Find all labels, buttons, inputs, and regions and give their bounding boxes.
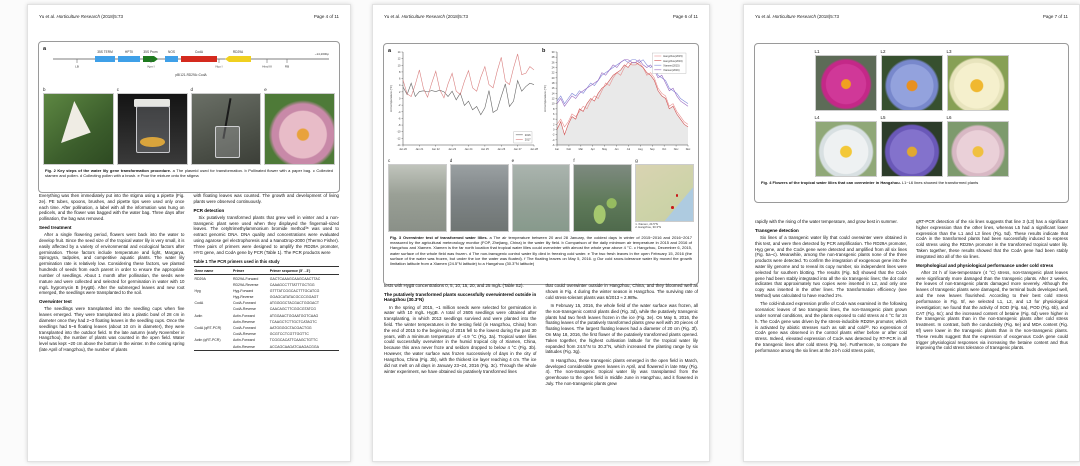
panel-letter: e [264, 87, 267, 92]
svg-text:Sep: Sep [649, 148, 655, 151]
table-cell: Hyg-Forward [233, 288, 254, 293]
table-column-header: Primer sequence (5'→3') [269, 267, 339, 275]
map-china-locations [635, 164, 694, 222]
svg-text:35S TERM: 35S TERM [97, 50, 113, 54]
figure-4-box [754, 43, 1069, 203]
right-column [546, 283, 699, 389]
table-cell: Hyg-Reverse [233, 295, 254, 300]
body-paragraph: In the spring of 2015, ~1 million seeds were selected for germination in water with 10 mg/L HygB. A total of 2605 seedlings were obtained after transplanting, in which 2013 seedlings survived and were planted into the field. The winter temperatures in the testing field (in Hangzhou, China) from the end of 2015 to the beginning of 2016 fell to the lowest during the past 30 years, with a minimum temperature of -4.9 °C (Fig. 3a). Tropical water lilies could successfully overwinter in the humid tropical city of Xiamen, China, because this area never froze and seldom dropped to below 4 °C (Fig. 3b). However, the water surface was frozen successively of days in the city of Hangzhou, China (Fig. 3b), with the thickest ice layer reaching 4 cm. The ice did not melt on all days in January 23~24, 2016 (Fig. 3c). Through the whole winter experiment, we have obtained six putatively transformed lines [384, 304, 537, 374]
section-heading-morphological-physiological: Morphological and physiological performance under cold stress [916, 262, 1054, 268]
svg-text:Nov: Nov [673, 148, 679, 151]
figure-3-caption [390, 235, 692, 266]
panel-letter: b [43, 87, 46, 92]
table-cell: CAACAGCTTCGGCGTATCG [269, 307, 316, 312]
svg-text:Hangzhou(2016): Hangzhou(2016) [663, 59, 683, 63]
section-heading-pcr-detection: PCR detection [193, 207, 225, 213]
panel-letter: L6 [946, 115, 952, 120]
table-cell: CodA-Reverse [233, 332, 256, 337]
left-column [39, 193, 185, 355]
body-paragraph: qRT-PCR detection of the six lines suggests that line 3 (L3) has a significant higher expression than the other lines, whereas L5 had a significant lower expression than the L1 and L3 lines (Fig. 5d). These results indicate that CodA in the transformed plants had been successfully induced to express cold stress using the RD29A promoter in the transformed tropical water lily. Taken together, these results showed that the CodA gene had been stably integrated into all of the six lines. [916, 219, 1068, 259]
svg-text:-8: -8 [398, 124, 401, 128]
svg-text:-2: -2 [398, 104, 401, 108]
figure-panel-L5 [881, 115, 943, 177]
caption-label: Fig. 3 Overwinter test of transformed water lilies. [390, 235, 488, 240]
chart-annual-min-air-temperature [542, 48, 692, 156]
photo-dead-control-plants [450, 164, 509, 232]
table-cell: CodA-Reverse [233, 307, 256, 312]
panel-letter: d [449, 158, 453, 163]
primer-table [194, 266, 340, 350]
figure-panel-L4 [815, 115, 877, 177]
page-7 [743, 4, 1080, 462]
svg-text:26: 26 [551, 61, 555, 65]
body-paragraph: Everything was then immediately put into the stigma using a pipette (Fig. 2e). PE tubes, spoons, brushes, and pipette tips were used only once each time. After pollination, a label with all the information was hung on pedicels, and the flower was bagged with the water bag. Three days after pollination, the bag was removed. [39, 193, 185, 222]
page-6 [372, 4, 710, 462]
table-cell: Actin-Forward [233, 313, 255, 318]
chart-svg [542, 48, 692, 156]
svg-text:Apr: Apr [590, 148, 595, 151]
figure-2-box [38, 41, 340, 193]
table-cell: GTTTATCGGCACTTTGCATCG [269, 288, 320, 293]
header-page-number: Page 6 of 11 [672, 14, 698, 19]
svg-text:0: 0 [553, 128, 555, 132]
svg-text:Jul: Jul [626, 148, 631, 151]
svg-text:2016: 2016 [524, 134, 531, 137]
figure-panel-f [573, 158, 632, 232]
journal-name: Horticulture Research [401, 14, 446, 19]
table-cell: CodA-Forward [233, 326, 256, 331]
header-page-number: Page 7 of 11 [1042, 14, 1068, 19]
table-column-header: Primer [232, 267, 269, 275]
svg-text:Jan: Jan [554, 148, 560, 151]
svg-text:-10: -10 [396, 130, 401, 134]
caption-label: Fig. 2 Key steps of the water lily gene transformation procedure. [45, 168, 172, 173]
left-column [755, 219, 907, 356]
table-1 [194, 259, 340, 350]
photo-flower-L4-white [815, 121, 877, 177]
figure-4-caption [761, 180, 1062, 185]
svg-text:Jan 24: Jan 24 [464, 148, 473, 151]
page-7-body [755, 219, 1068, 356]
svg-text:0: 0 [399, 97, 401, 101]
svg-text:20: 20 [551, 76, 555, 80]
body-paragraph: In February 15, 2016, the whole field of the water surface was frozen, all the non-transgenic control plants died (Fig. 3d), while the putatively transgenic plants had two fresh leaves frozen in the ice (Fig. 3e). On May 5, 2016, the floating leaves of the putatively transformed plants grew well with 20 pieces of floating leaves. The largest floating leaves had a diameter of 20 cm (Fig. 3f). On May 18, 2016, the first flower of the putatively transformed plants opened. Taken together, the highest cultivation latitude for the tropical water lily expanded from 24.5°N to 30.3°N, which increased the planting range by six latitudes (Fig. 3g). [545, 302, 698, 355]
photo-collected-stamen-pollen-jar [117, 93, 188, 165]
table-row [194, 275, 340, 282]
panel-letter: d [190, 87, 194, 92]
journal-name: Horticulture Research [772, 14, 817, 19]
table-cell: CodA (qRT-PCR) [194, 326, 222, 331]
right-column [916, 219, 1068, 356]
svg-text:Dec: Dec [685, 148, 691, 151]
page-4-body [39, 193, 339, 355]
figure-panel-b [43, 87, 114, 165]
page-header [39, 14, 339, 19]
svg-text:Oct: Oct [662, 148, 667, 151]
panel-letter: c [116, 87, 119, 92]
svg-text:-4: -4 [552, 138, 555, 142]
svg-text:RB: RB [284, 64, 290, 69]
table-cell: AATGGGGCTACGACTGG [269, 326, 312, 331]
chart-svg [388, 48, 538, 156]
table-cell: ATGGAACTGGAATGGTCAAG [269, 313, 319, 318]
jarsmall-shape [215, 126, 240, 157]
figure-panel-e [512, 158, 571, 232]
svg-text:2: 2 [553, 123, 555, 127]
page-4 [27, 4, 351, 462]
svg-text:-4: -4 [398, 110, 401, 114]
table-cell: TCGGCACATTCAAGCTGTTC [269, 338, 318, 343]
table-cell: RD29A-Reverse [233, 282, 259, 287]
svg-text:Jan 27: Jan 27 [513, 148, 522, 151]
body-paragraph: Six lines of a transgenic water lily that could overwinter were obtained in this test, and were then detected by PCR amplification. The RD29A promoter, Hyg gene, and the CodA gene were detected and amplified from all six lines (Fig. 5a~c). Meanwhile, among the non-transgenic plants none of the three products were detected. To confirm the integration of exogenous gene into the water lily genome and to reveal its copy number, six independent lines were selected for southern blotting. The results (Fig. 5d) showed that the CodA gene had been stably integrated into all the six transgenic lines; the dot color indicates that approximately two copies were inserted in L2, and only one copy was inserted in the other lines. The transformation efficiency (see Method) was calculated to have reached 1%. [755, 234, 907, 299]
svg-text:8: 8 [399, 70, 401, 74]
photo-floating-leaves [573, 164, 632, 232]
svg-text:pBI121-RD29A::CodA: pBI121-RD29A::CodA [175, 73, 207, 77]
table-cell: TCAAGCTCTTGCTCATAGTC [269, 319, 317, 324]
photo-pollen-on-stigma-flower [264, 93, 335, 165]
table-cell: GCGTCCTCGTTGGTTC [269, 332, 309, 337]
body-paragraph: In Hangzhou, these transgenic plants emerged in the open field in March, developed considerable green leaves in April, and flowered in late May (Fig. 4). The non-transgenic tropical water lily was transplanted from the greenhouse to the open field in middle June in Hangzhou, and it flowered in July. The non-transgenic plants grew [545, 357, 698, 386]
panel-letter: e [511, 158, 515, 163]
table-cell: Actin [194, 313, 203, 318]
svg-text:Mar: Mar [578, 148, 584, 151]
figure-panel-L3 [947, 49, 1009, 111]
svg-text:22: 22 [551, 71, 555, 75]
svg-text:16: 16 [551, 87, 555, 91]
photo-flower-L5-purple [881, 121, 943, 177]
body-paragraph: Six putatively transformed plants that grew well in winter and a non-transgenic plant were used when they displayed the fingernail-sized leaves. The cetyltrimethylammonium bromide method³⁸ was used to extract genomic DNA. DNA quality and concentrations were evaluated using agarose gel electrophoresis and a NanoDrop-2000 (Thermo Fisher). Three pairs of primers were designed to amplify the RD29A promoter, HYG gene, and CodA gene by PCR (Table 1). The PCR products were [193, 214, 339, 255]
body-paragraph: that could overwinter outside in Hangzhou, China, and they bloomed well as shown in Fig. 4 during the winter season in Hangzhou. The surviving rate of cold stress-tolerant plants was 6/2013 ≈ 2.98‰. [545, 283, 698, 300]
table-column-header: Gene name [194, 267, 233, 275]
svg-text:NOS: NOS [168, 50, 175, 54]
svg-text:Hind III: Hind III [262, 64, 272, 69]
panel-letter-b: b [542, 48, 546, 54]
table-cell: Actin-Forward [233, 338, 255, 343]
body-paragraph: After 24 h of low-temperature (4 °C) stress, non-transgenic plant leaves were significantly more damaged than the transgenic plants. After 2 weeks, the leaves of non-transgenic plants damaged more severely. Although the leaves of transgenic plants were damaged, the terminal buds developed well, and the new leaves flourished. According to their best cold stress performance in Fig. 5f, we selected L1, L2, and L3 for physiological investigation; we found that the activity of SOD (Fig. 6a), POD (Fig. 6b), and CAT (Fig. 6c); and the increased content of betaine (Fig. 6d) were higher in the transgenic plants than in the non-transgenic plants after cold stress treatment. In contrast, both the conductivity (Fig. 6e) and MDA content (Fig. 6f) were lower in the transgenic plants than in the non-transgenic plants. These results suggest that the expression of exogenous CodA gene could trigger physiological responses via increasing the betaine content and thus improving the cold stress tolerance of transgenic plants. [916, 269, 1068, 351]
dot1-shape [671, 206, 674, 209]
svg-text:35S Prom: 35S Prom [143, 50, 158, 54]
page-6-body [384, 283, 698, 389]
figure-2-caption [45, 168, 333, 178]
table-cell: Actin-Reverse [233, 319, 255, 324]
right-column [194, 193, 340, 355]
plasmid-svg [43, 46, 339, 80]
photo-frozen-field [388, 164, 447, 232]
svg-text:Jan 26: Jan 26 [497, 148, 506, 151]
svg-text:Nco I: Nco I [215, 64, 223, 69]
svg-text:24: 24 [551, 66, 555, 70]
figure-panel-c [117, 87, 188, 165]
svg-text:Aug: Aug [638, 148, 643, 151]
svg-text:2: 2 [399, 90, 401, 94]
table-cell: GACTCAAAGCAAGCAACTTAC [269, 276, 321, 281]
panel-letter-a: a [388, 48, 392, 54]
svg-text:6: 6 [553, 113, 555, 116]
svg-text:2017: 2017 [524, 138, 531, 142]
figure-3-photos [388, 158, 694, 232]
table-cell: CAAAGCCTTTATTTGCTGG [269, 282, 315, 287]
svg-text:12: 12 [551, 97, 555, 101]
svg-text:Jun: Jun [614, 148, 619, 151]
table-1-title: Table 1 The PCR primers used in this study [193, 259, 280, 265]
photo-flower-L6-pale-pink [947, 121, 1009, 177]
svg-text:Jan 22: Jan 22 [431, 148, 440, 151]
pollen-shape [140, 137, 165, 147]
bag-shape [58, 101, 91, 143]
header-citation: Yu et al. Horticulture Research (2018)5:73 [755, 14, 840, 19]
header-citation: Yu et al. Horticulture Research (2018)5:73 [39, 14, 124, 19]
body-paragraph: The seedlings were transplanted into the seedling cups when five leaves emerged. They were transplanted into a plastic bowl of 28 cm in diameter once they had 2~3 floating leaves in the seedling cups. Once the seedlings had 5~6 floating leaves (about 10 cm in diameter), they were transplanted into the outdoor field. In the late autumn (early November in Hangzhou), the number of plants was counted in the open field. Water level was kept ~20 cm above the bottom in the winter. In the coming spring (late April of Hangzhou), the number of plants [39, 306, 185, 352]
map-legend: 1. Xiamen, 24.5°N 2. Hangzhou, 30.3°N [635, 222, 662, 230]
svg-text:Feb: Feb [566, 148, 572, 151]
svg-text:Jan 25: Jan 25 [480, 148, 489, 151]
sea-shape [665, 187, 693, 221]
svg-text:Air temperature (°C): Air temperature (°C) [543, 85, 547, 112]
caption-text: L1~L6 lines showed the transformed plants [900, 180, 979, 185]
panel-letter: c [388, 158, 391, 163]
plasmid-diagram [43, 46, 335, 85]
svg-text:-6: -6 [552, 144, 555, 147]
svg-text:4: 4 [553, 118, 555, 122]
svg-text:May: May [602, 148, 608, 151]
svg-text:-12: -12 [396, 137, 401, 141]
svg-text:Kpn I: Kpn I [147, 64, 155, 69]
figure-2-photos [43, 87, 335, 165]
figure-panel-d [191, 87, 262, 165]
photo-flower-L2-blue-violet [881, 55, 943, 111]
table-cell: ATGGGGCTACGACTGGGACT [269, 301, 320, 306]
body-paragraph: with floating leaves was counted. The growth and development of living plants were observed continuously. [193, 193, 339, 204]
body-paragraph: The cold-induced expression profile of CodA was examined in the following scenarios: leaves of two transgenic lines, the non-transgenic plant grown under normal conditions, and the plants exposed to cold stress at 4 °C for 24 h. The CodA gene was driven by the stress-inducible RD29A promoter, which is activated by abiotic stresses such as salt and cold³⁰. No expression of CodA gene was observed in the control plants either before or after cold stress. Indeed, elevated expression of CodA was detected by RT-PCR in all the transgenic lines after cold stress (Fig. 5e). Furthermore, to compare the performance among the six lines at the 24-h cold stress point, [755, 301, 907, 353]
journal-name: Horticulture Research [56, 14, 101, 19]
figure-panel-e [264, 87, 335, 165]
page-header [384, 14, 698, 19]
header-citation: Yu et al. Horticulture Research (2018)5:73 [384, 14, 469, 19]
figure-panel-d [450, 158, 509, 232]
svg-text:CodA: CodA [195, 50, 203, 54]
photo-flower-L1-magenta [815, 55, 877, 111]
panel-letter: L4 [814, 115, 820, 120]
svg-text:RD29A: RD29A [232, 50, 244, 54]
panel-letter: L3 [946, 49, 952, 54]
table-cell: RD29A-Forward [233, 276, 259, 281]
section-heading-overwinter-test: Overwinter test [39, 299, 72, 305]
table-cell: RD29A [194, 276, 206, 281]
caption-text: a The plasmid used for transformation. b Pollinated flower with a paper bag. c Collected stamen and pollen. d Collecting pollen with a brush. e Pour the mixture onto the stigma [45, 168, 334, 179]
table-cell: Actin (qRT-PCR) [194, 338, 221, 343]
photo-collecting-pollen-brush [191, 93, 262, 165]
table-cell: Hyg [194, 288, 201, 293]
svg-text:4: 4 [399, 84, 401, 88]
table-cell: CodA [194, 301, 204, 306]
figure-panel-L2 [881, 49, 943, 111]
svg-text:10: 10 [397, 64, 401, 68]
panel-letter: f [573, 158, 575, 163]
caption-text: a The air temperature between 20 and 28 January, the coldest days in winter of 2015~2016 and 2016~2017 measured by the agricultural meteorology monitor (FOP, Zhejiang, China) in the water lily field. b Comparison of the daily minimum air temperature in 2015 and 2016 of Hangzhou and Xiamen. Xiamen is the far north location that tropical water lilies could overwinter with almost the whole year above 4 °C. c Hangzhou, December 6, 2015, water surface of the whole field was frozen. d The non-transgenic control water lily died in freezing cold water. e The two fresh leaves in the open February 15, 2016 (the surface of the water was frozen, but under the ice the water was floated). f The floating leaves on May 5, 2016. g Our cold snow-tolerance water lily moved the growth limitation latitude from a Xiamen (24.5°N latitude) to a Hangzhou (30.3°N latitude) [390, 235, 692, 266]
panel-letter: L5 [880, 115, 886, 120]
panel-letter: L1 [814, 49, 820, 54]
svg-text:Air temperature (°C): Air temperature (°C) [389, 85, 393, 112]
body-paragraph: After a single flowering period, flowers went back into the water to develop fruit. Since the seed size of the tropical water lily is very small, it is easily affected by a variety of environmental and ecological factors after germination. These factors include temperature and light, Margarya, Spirogyra, tadpoles, and competitive aquatic plants. The water lily germination rate is relatively low. Considering these factors, we planted hundreds of seeds from each parent in order to ensure the appropriate number of seedlings. About 1 month after pollination, the seeds were mature and were collected and selected for germination in water with 10 mg/L hygromycin B (HygB). After the submerged leaves and new root emerged, the seedlings were transplanted to the soil. [39, 232, 185, 296]
svg-text:LB: LB [75, 64, 79, 69]
table-cell: ACCAGCAAGATCAAGACGGA [269, 344, 339, 351]
figure-panel-L6 [947, 115, 1009, 177]
table-cell [194, 344, 233, 351]
svg-text:8: 8 [553, 107, 555, 111]
svg-text:Jan 28: Jan 28 [530, 148, 538, 151]
body-paragraph: tests with HygB concentrations 0, 5, 10, 15, 20, and 25 mg/L (Table S2). [384, 283, 524, 288]
photo-flower-L3-white-yellow [947, 55, 1009, 111]
figure-panel-L1 [815, 49, 877, 111]
chart-january-air-temperature [388, 48, 538, 156]
figure-3-charts [388, 48, 694, 156]
section-heading-seed-treatment: Seed treatment [39, 225, 72, 231]
svg-text:-14: -14 [396, 144, 401, 147]
figure-4-photos [759, 49, 1064, 177]
table-cell: GGAGCATATACGCCCGGAGT [269, 295, 319, 300]
svg-text:28: 28 [551, 56, 555, 60]
caption-label: Fig. 4 Flowers of the tropical water lilies that can overwinter in Hangzhou. [761, 180, 901, 185]
svg-text:Jan 23: Jan 23 [448, 148, 457, 151]
body-paragraph: rapidly with the rising of the water temperature, and grow best in summer. [755, 219, 898, 224]
svg-text:12: 12 [397, 57, 401, 61]
svg-text:~14,200bp: ~14,200bp [314, 52, 329, 56]
svg-text:14: 14 [397, 51, 401, 54]
table-cell: Actin-Reverse [232, 344, 269, 351]
svg-text:18: 18 [551, 82, 555, 85]
photo-pollinated-flower-paper-bag [43, 93, 114, 165]
svg-text:6: 6 [399, 77, 401, 81]
svg-text:14: 14 [551, 92, 555, 96]
left-column [384, 283, 537, 389]
svg-text:30: 30 [551, 51, 555, 54]
svg-text:-6: -6 [398, 117, 401, 121]
section-heading-transgene-detection: Transgene detection [755, 227, 799, 233]
table-row [194, 344, 340, 351]
panel-letter-a: a [43, 46, 47, 52]
table-cell: CodA-Forward [233, 301, 256, 306]
figure-panel-g [635, 158, 694, 232]
photo-leaves-under-ice [512, 164, 571, 232]
svg-text:Jan 20: Jan 20 [399, 148, 407, 151]
header-page-number: Page 4 of 11 [313, 14, 339, 19]
svg-text:Xiamen(2016): Xiamen(2016) [663, 69, 680, 72]
panel-letter: L2 [880, 49, 886, 54]
svg-text:Xiamen(2015): Xiamen(2015) [663, 64, 680, 68]
page-header [755, 14, 1068, 19]
svg-text:Hangzhou(2015): Hangzhou(2015) [663, 55, 683, 59]
svg-text:Jan 21: Jan 21 [415, 148, 424, 151]
figure-3-box [383, 43, 699, 285]
svg-text:HPTII: HPTII [124, 50, 134, 54]
dot2-shape [676, 194, 679, 197]
panel-letter: g [635, 158, 638, 163]
svg-text:10: 10 [551, 102, 555, 106]
section-heading-overwintered-outside: The putatively transformed plants successfully overwintered outside in Hangzhou (30.3°N) [384, 291, 537, 303]
svg-text:-2: -2 [552, 133, 555, 137]
figure-panel-c [388, 158, 447, 232]
